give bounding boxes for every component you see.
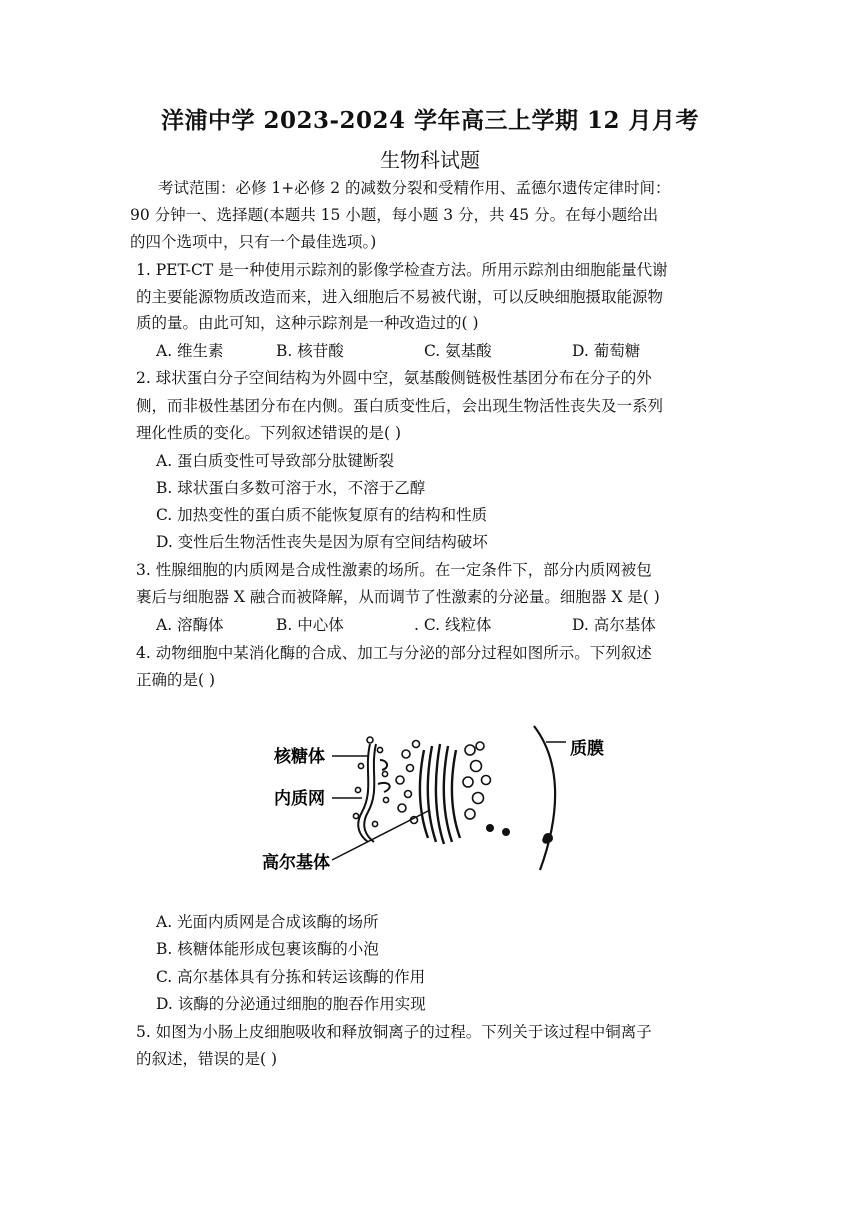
q2-stem-line-1: 2. 球状蛋白分子空间结构为外圆中空，氨基酸侧链极性基团分布在分子的外 <box>136 369 652 387</box>
figure-label-er: 内质网 <box>274 789 325 809</box>
intro-line-3: 的四个选项中，只有一个最佳选项。) <box>130 233 377 251</box>
q3-stem-line-2: 裹后与细胞器 X 融合而被降解，从而调节了性激素的分泌量。细胞器 X 是( ) <box>136 588 660 606</box>
secretory-vesicles <box>486 824 550 844</box>
golgi-stack <box>420 744 460 844</box>
q4-stem-line-1: 4. 动物细胞中某消化酶的合成、加工与分泌的部分过程如图所示。下列叙述 <box>136 644 652 662</box>
q3-option-a: A. 溶酶体 <box>156 616 224 634</box>
q3-option-d: D. 高尔基体 <box>572 616 656 634</box>
q3-option-c: . C. 线粒体 <box>414 616 492 634</box>
q4-option-c: C. 高尔基体具有分拣和转运该酶的作用 <box>156 968 426 986</box>
q3-stem-line-1: 3. 性腺细胞的内质网是合成性激素的场所。在一定条件下，部分内质网被包 <box>136 561 652 579</box>
q2-option-a: A. 蛋白质变性可导致部分肽键断裂 <box>156 452 395 470</box>
intro-line-1: 考试范围：必修 1+必修 2 的减数分裂和受精作用、孟德尔遗传定律时间： <box>158 179 671 197</box>
exam-title: 洋浦中学 2023-2024 学年高三上学期 12 月月考 <box>160 107 700 134</box>
q2-stem-line-2: 侧，而非极性基团分布在内侧。蛋白质变性后，会出现生物活性丧失及一系列 <box>136 397 664 415</box>
q1-stem-line-3: 质的量。由此可知，这种示踪剂是一种改造过的( ) <box>136 314 479 332</box>
q1-option-c: C. 氨基酸 <box>424 342 492 360</box>
plasma-membrane <box>534 726 555 870</box>
figure-label-membrane: 质膜 <box>570 739 604 759</box>
figure-label-ribosome: 核糖体 <box>274 747 325 767</box>
figure-label-golgi: 高尔基体 <box>262 853 330 873</box>
er-structure <box>358 744 389 842</box>
fusing-vesicle <box>543 833 553 843</box>
q3-option-b: B. 中心体 <box>276 616 344 634</box>
q5-stem-line-1: 5. 如图为小肠上皮细胞吸收和释放铜离子的过程。下列关于该过程中铜离子 <box>136 1023 652 1041</box>
q4-option-d: D. 该酶的分泌通过细胞的胞吞作用实现 <box>156 995 426 1013</box>
q1-stem-line-2: 的主要能源物质改造而来，进入细胞后不易被代谢，可以反映细胞摄取能源物 <box>136 288 664 306</box>
q2-stem-line-3: 理化性质的变化。下列叙述错误的是( ) <box>136 424 402 442</box>
q1-option-d: D. 葡萄糖 <box>572 342 641 360</box>
q2-option-d: D. 变性后生物活性丧失是因为原有空间结构破坏 <box>156 533 488 551</box>
secretion-pathway-figure <box>258 720 618 880</box>
q2-option-b: B. 球状蛋白多数可溶于水，不溶于乙醇 <box>156 479 426 497</box>
q4-option-b: B. 核糖体能形成包裹该酶的小泡 <box>156 940 379 958</box>
q1-option-a: A. 维生素 <box>156 342 224 360</box>
q1-stem-line-1: 1. PET-CT 是一种使用示踪剂的影像学检查方法。所用示踪剂由细胞能量代谢 <box>136 261 668 279</box>
q4-stem-line-2: 正确的是( ) <box>136 671 216 689</box>
exam-subtitle: 生物科试题 <box>380 148 480 172</box>
q4-option-a: A. 光面内质网是合成该酶的场所 <box>156 913 379 931</box>
intro-line-2: 90 分钟一、选择题(本题共 15 小题，每小题 3 分，共 45 分。在每小题给出 <box>130 206 659 224</box>
q5-stem-line-2: 的叙述，错误的是( ) <box>136 1050 278 1068</box>
q1-option-b: B. 核苷酸 <box>276 342 344 360</box>
q2-option-c: C. 加热变性的蛋白质不能恢复原有的结构和性质 <box>156 506 488 524</box>
